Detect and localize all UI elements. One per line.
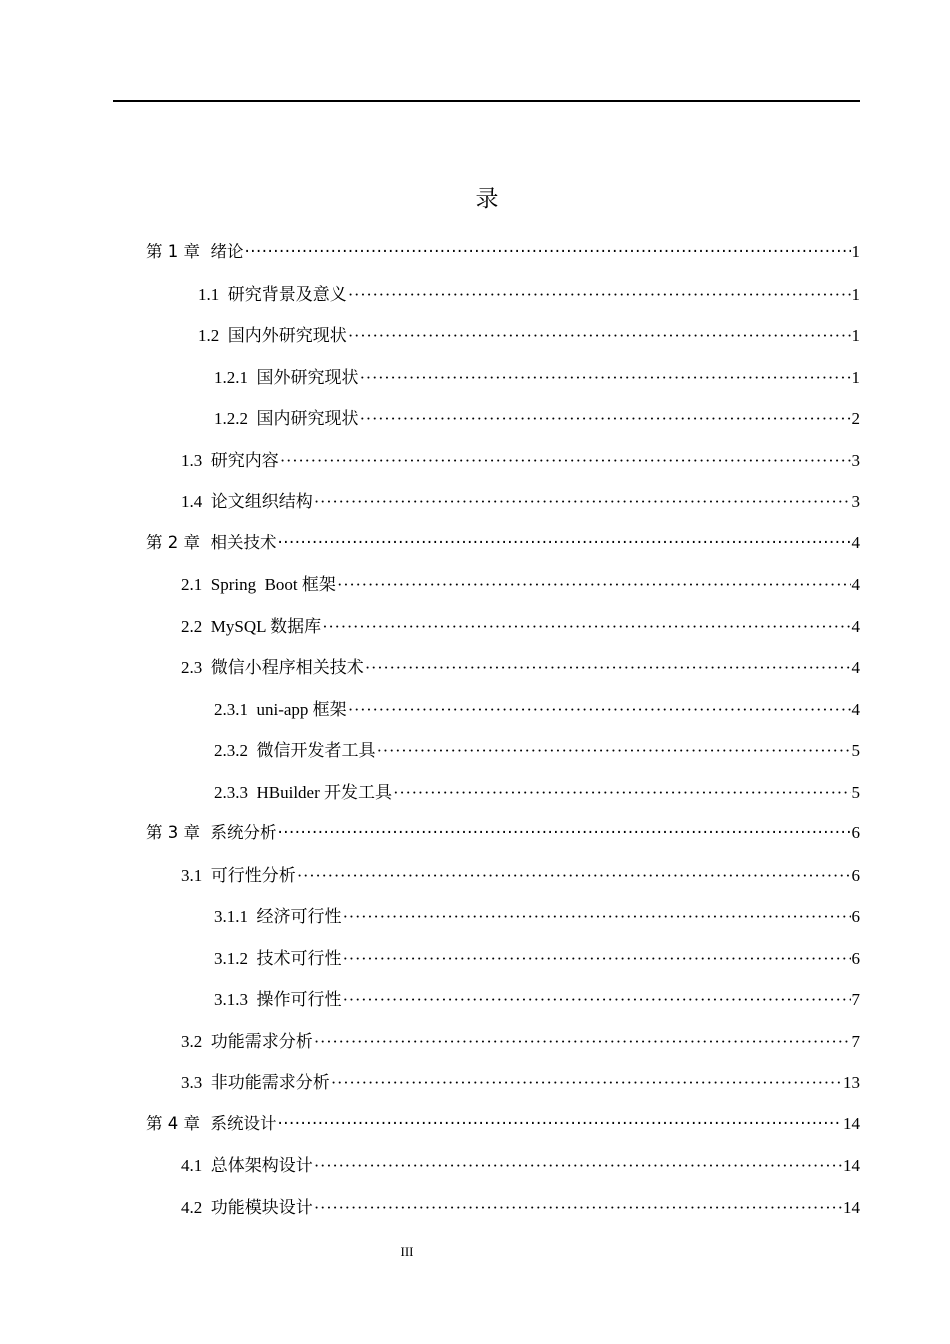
toc-entry-page: 3 <box>851 492 860 511</box>
toc-title: 录 <box>475 186 499 212</box>
dot-leader <box>314 1156 842 1176</box>
toc-entry-3-3[interactable] <box>181 1068 860 1094</box>
toc-entry-3-1-2[interactable] <box>214 944 860 970</box>
dot-leader <box>360 409 851 429</box>
toc-entry-label: 3.1 可行性分析 <box>181 866 296 885</box>
dot-leader <box>348 285 851 305</box>
dot-leader <box>365 658 851 678</box>
toc-entry-label: 3.1.2 技术可行性 <box>214 949 342 968</box>
toc-entry-label: 1.2.2 国内研究现状 <box>214 409 359 428</box>
toc-entry-1-4[interactable] <box>181 487 860 513</box>
toc-entry-3-1-1[interactable] <box>214 902 860 928</box>
toc-entry-chapter-2[interactable] <box>146 529 860 555</box>
toc-entry-1-2-2[interactable] <box>214 404 860 430</box>
toc-entry-page: 13 <box>843 1073 860 1092</box>
toc-entry-label: 3.1.1 经济可行性 <box>214 907 342 926</box>
toc-entry-page: 7 <box>851 1032 860 1051</box>
toc-entry-label: 2.3.3 HBuilder 开发工具 <box>214 783 393 802</box>
toc-entry-page: 4 <box>851 533 860 552</box>
toc-entry-label: 3.3 非功能需求分析 <box>181 1073 330 1092</box>
toc-entry-page: 5 <box>851 741 860 760</box>
toc-entry-page: 1 <box>851 285 860 304</box>
dot-leader <box>277 533 850 552</box>
toc-entry-2-3[interactable] <box>181 653 860 679</box>
toc-entry-2-2[interactable] <box>181 612 860 638</box>
dot-leader <box>343 949 851 969</box>
toc-entry-page: 2 <box>851 409 860 428</box>
toc-entry-page: 6 <box>851 823 860 842</box>
dot-leader <box>314 1198 842 1218</box>
toc-entry-label: 2.3 微信小程序相关技术 <box>181 658 364 677</box>
toc-entry-2-3-1[interactable] <box>214 695 860 721</box>
dot-leader <box>393 783 850 803</box>
dot-leader <box>377 741 851 761</box>
toc-entry-label: 1.2 国内外研究现状 <box>198 326 347 345</box>
toc-entry-2-3-2[interactable] <box>214 736 860 762</box>
toc-entry-label: 第 4 章 系统设计 <box>146 1114 277 1133</box>
dot-leader <box>337 575 851 595</box>
toc-entry-3-1-3[interactable] <box>214 985 860 1011</box>
toc-entry-3-1[interactable] <box>181 861 860 887</box>
dot-leader <box>322 617 850 637</box>
toc-entry-page: 14 <box>843 1156 860 1175</box>
toc-entry-label: 第 1 章 绪论 <box>146 242 244 261</box>
toc-entry-1-2[interactable] <box>198 321 860 347</box>
toc-entry-2-3-3[interactable] <box>214 778 860 804</box>
dot-leader <box>360 368 851 388</box>
dot-leader <box>277 1114 842 1133</box>
toc-entry-label: 3.1.3 操作可行性 <box>214 990 342 1009</box>
toc-entry-label: 4.2 功能模块设计 <box>181 1198 313 1217</box>
toc-entry-label: 3.2 功能需求分析 <box>181 1032 313 1051</box>
toc-entry-page: 1 <box>851 326 860 345</box>
dot-leader <box>343 990 851 1010</box>
dot-leader <box>277 823 850 842</box>
toc-entry-chapter-3[interactable] <box>146 819 860 845</box>
toc-entry-label: 1.2.1 国外研究现状 <box>214 368 359 387</box>
toc-entry-page: 7 <box>851 990 860 1009</box>
toc-entry-label: 2.3.1 uni-app 框架 <box>214 700 347 719</box>
page-number: III <box>400 1244 414 1259</box>
toc-entry-label: 1.3 研究内容 <box>181 451 279 470</box>
dot-leader <box>348 700 851 720</box>
toc-entry-1-2-1[interactable] <box>214 363 860 389</box>
toc-entry-page: 3 <box>851 451 860 470</box>
toc-entry-page: 14 <box>843 1198 860 1217</box>
toc-entry-chapter-1[interactable] <box>146 238 860 264</box>
toc-entry-page: 5 <box>851 783 860 802</box>
dot-leader <box>280 451 851 471</box>
toc-entry-page: 1 <box>851 368 860 387</box>
dot-leader <box>244 242 850 261</box>
toc-entry-1-1[interactable] <box>198 280 860 306</box>
toc-entry-label: 4.1 总体架构设计 <box>181 1156 313 1175</box>
toc-entry-page: 1 <box>851 242 860 261</box>
toc-entry-1-3[interactable] <box>181 446 860 472</box>
dot-leader <box>297 866 851 886</box>
toc-entry-label: 1.1 研究背景及意义 <box>198 285 347 304</box>
toc-entry-2-1[interactable] <box>181 570 860 596</box>
toc-entry-4-2[interactable] <box>181 1193 860 1219</box>
toc-entry-chapter-4[interactable] <box>146 1110 860 1136</box>
toc-entry-page: 4 <box>851 617 860 636</box>
dot-leader <box>331 1073 842 1093</box>
toc-entry-page: 6 <box>851 907 860 926</box>
toc-entry-label: 第 2 章 相关技术 <box>146 533 277 552</box>
toc-entry-label: 2.2 MySQL 数据库 <box>181 617 322 636</box>
toc-entry-page: 4 <box>851 575 860 594</box>
toc-entry-page: 6 <box>851 949 860 968</box>
toc-entry-page: 4 <box>851 700 860 719</box>
toc-entry-label: 第 3 章 系统分析 <box>146 823 277 842</box>
toc-entry-page: 4 <box>851 658 860 677</box>
dot-leader <box>348 326 851 346</box>
toc-entry-page: 6 <box>851 866 860 885</box>
toc-entry-page: 14 <box>843 1114 860 1133</box>
toc-entry-label: 2.1 Spring Boot 框架 <box>181 575 336 594</box>
toc-entry-3-2[interactable] <box>181 1027 860 1053</box>
dot-leader <box>314 492 851 512</box>
dot-leader <box>343 907 851 927</box>
dot-leader <box>314 1032 851 1052</box>
toc-entry-label: 1.4 论文组织结构 <box>181 492 313 511</box>
toc-entry-label: 2.3.2 微信开发者工具 <box>214 741 376 760</box>
toc-entry-4-1[interactable] <box>181 1151 860 1177</box>
header-rule <box>113 100 860 102</box>
